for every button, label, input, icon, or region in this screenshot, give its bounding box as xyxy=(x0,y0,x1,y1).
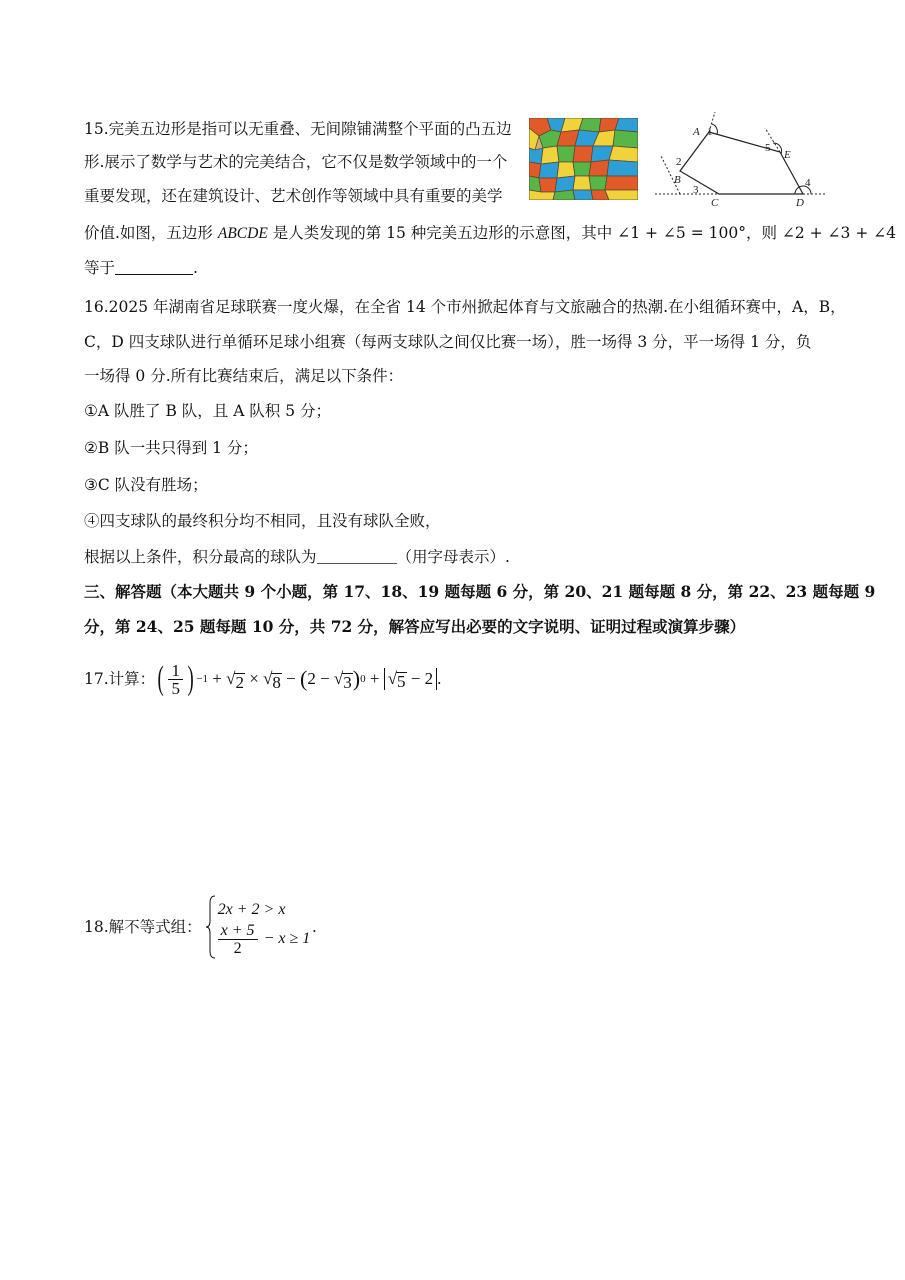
angle-label-3: 3 xyxy=(693,184,699,196)
radicand-3: 3 xyxy=(343,673,352,692)
vertex-label-d: D xyxy=(796,197,804,209)
q15-line4-mid: 是人类发现的第 15 种完美五边形的示意图，其中 ∠1 + ∠5 = 100°，则 ∠2 + ∠3 + ∠4 xyxy=(267,224,897,242)
q16-ask-pre: 根据以上条件，积分最高的球队为 xyxy=(84,548,317,566)
q16-ask-post: （用字母表示）. xyxy=(396,548,510,566)
q15-line5-end: . xyxy=(193,259,198,277)
q15-line5-text: 等于 xyxy=(84,259,116,277)
plus-op-2: + xyxy=(365,669,384,688)
q17-end: . xyxy=(437,669,442,688)
fraction-denominator: 5 xyxy=(171,678,180,698)
q15-line3: 重要发现，还在建筑设计、艺术创作等领域中具有重要的美学 xyxy=(84,187,503,205)
exponent-zero: 0 xyxy=(360,673,366,685)
q16-condition-3: ③C 队没有胜场； xyxy=(84,476,208,494)
pentagon-tiling-image xyxy=(529,118,638,200)
inequality-list xyxy=(218,898,311,957)
q17-label: 17.计算： xyxy=(84,670,156,688)
fraction-one-fifth xyxy=(168,662,183,697)
times-op: × xyxy=(244,669,264,688)
left-brace xyxy=(206,895,216,959)
angle-label-2: 2 xyxy=(676,156,682,168)
radicand-8: 8 xyxy=(272,673,281,692)
q16-condition-4: ④四支球队的最终积分均不相同，且没有球队全败， xyxy=(84,512,441,530)
abs-tail: − 2 xyxy=(406,669,434,688)
q18-system xyxy=(84,892,317,962)
vertex-label-b: B xyxy=(674,174,681,186)
fraction-numerator: 1 xyxy=(168,662,183,680)
paren-inner-text: 2 − xyxy=(307,669,334,688)
vertex-label-c: C xyxy=(711,197,719,209)
angle-label-5: 5 xyxy=(765,142,771,154)
sqrt-3: √ 3 xyxy=(333,669,352,692)
radicand-2: 2 xyxy=(235,673,244,692)
minus-op: − xyxy=(281,669,300,688)
q16-ask xyxy=(84,545,510,569)
pentagon-name: ABCDE xyxy=(217,225,268,242)
right-paren: ) xyxy=(187,660,194,697)
left-paren: ( xyxy=(157,660,164,697)
q17-expression xyxy=(84,658,441,700)
exponent-neg-one: −1 xyxy=(196,673,209,685)
sqrt-8: √ 8 xyxy=(263,669,281,692)
q15-line2: 形.展示了数学与艺术的完美结合，它不仅是数学领域中的一个 xyxy=(84,153,508,171)
q16-condition-2: ②B 队一共只得到 1 分； xyxy=(84,439,258,457)
fraction-x-plus-5-over-2 xyxy=(218,922,258,957)
q15-line4 xyxy=(84,221,896,246)
frac-numerator: x + 5 xyxy=(218,922,258,940)
paren-open-2: ( xyxy=(300,666,308,691)
q16-line2: C，D 四支球队进行单循环足球小组赛（每两支球队之间仅比赛一场），胜一场得 3 分，平一场得 1 分，负 xyxy=(84,333,812,351)
q16-line1: 16.2025 年湖南省足球联赛一度火爆，在全省 14 个市州掀起体育与文旅融合的热潮.在小组循环赛中，A，B， xyxy=(84,298,846,316)
vertex-label-e: E xyxy=(784,149,791,161)
paren-close-2: ) xyxy=(352,666,361,691)
inequality-2-tail: − x ≥ 1 xyxy=(259,930,311,947)
section3-heading-line1: 三、解答题（本大题共 9 个小题，第 17、18、19 题每题 6 分，第 20、21 题每题 8 分，第 22、23 题每题 9 xyxy=(84,582,876,601)
section3-heading-line2: 分，第 24、25 题每题 10 分，共 72 分，解答应写出必要的文字说明、证明过程或演算步骤） xyxy=(84,617,746,636)
q15-line4-pre: 价值.如图，五边形 xyxy=(84,224,218,242)
q18-end: . xyxy=(312,917,317,936)
plus-op: + xyxy=(208,669,227,688)
inequality-1: 2x + 2 > x xyxy=(217,900,286,918)
radicand-5: 5 xyxy=(397,672,406,691)
sqrt-5: √ 5 xyxy=(387,669,406,691)
q17-math xyxy=(155,662,441,697)
q15-line1: 15.完美五边形是指可以无重叠、无间隙铺满整个平面的凸五边 xyxy=(84,120,512,138)
q16-condition-1: ①A 队胜了 B 队，且 A 队积 5 分； xyxy=(84,402,332,420)
q16-line3: 一场得 0 分.所有比赛结束后，满足以下条件： xyxy=(84,367,404,385)
vertex-label-a: A xyxy=(693,126,700,138)
q15-line5 xyxy=(84,256,198,280)
pentagon-diagram xyxy=(655,110,835,210)
sqrt-2: √ 2 xyxy=(226,669,244,692)
answer-blank-15[interactable] xyxy=(115,258,193,275)
inequality-2 xyxy=(218,922,311,957)
answer-blank-16[interactable] xyxy=(317,547,397,564)
frac-denominator: 2 xyxy=(233,939,242,957)
absolute-value xyxy=(384,668,437,690)
angle-label-4: 4 xyxy=(805,177,811,189)
angle-label-1: 1 xyxy=(707,126,713,138)
q18-label: 18.解不等式组： xyxy=(84,918,202,936)
